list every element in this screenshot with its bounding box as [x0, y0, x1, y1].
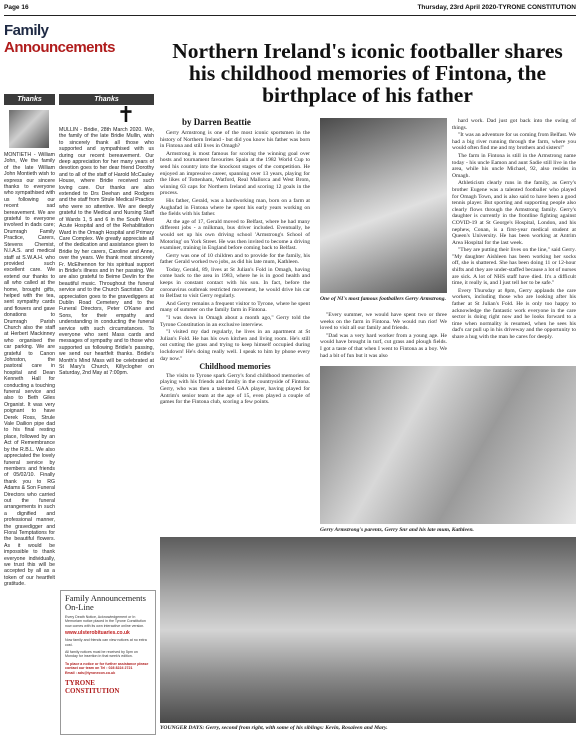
paragraph: Gerry Armstrong is one of the most iconic sportsmen in the history of Northern Ireland - but did you know his father was born in Fintona and still lives in Omagh? [160, 130, 310, 150]
promo-email[interactable]: Email : ads@tyronecon.co.uk [65, 670, 116, 675]
paragraph: And Gerry remains a frequent visitor to Tyrone, where he spent many of summer on the family farm in Fintona. [160, 300, 310, 314]
gerry-armstrong-photo [320, 118, 447, 293]
promo-title: Family Announcements On-Line [65, 593, 146, 612]
notice-montieth: MONTIETH - William John, We the family of the late William John Montieth wish to express our sincere thanks to everyone who sympathised with us following our recent sad bereavement. We are grateful to everyone involved in dads care; Drumragh Family Practice, Carers, Stevens Chemist, N.I.A.S. and medical staff at S.W.A.H. who provided such excellent care. We extend our thanks to all who called at the home, brought gifts, helped with the tea, sent sympathy cards and flowers and gave donations to Drumragh Parish Church also the staff at Herbert Mackinney who organised the car parking. We are grateful to Canon Johnston, the pastoral care in hospital and Dean Kenneth Hall for conducting a touching funeral service and also to Beth Giles Organist. It was very poignant to have Derek Ross, Strule Vale Dailion pipe dad to his final resting place, followed by an Act of Remembrance by the R.B.L. We also appreciated the lovely funeral service by members and friends of 05/02/10. Finally thank you to RG Adams & Son Funeral Directors who carried out the funeral arrangements in such a dignified and professional manner, the gravedigger and Floral Temptations for the beautiful flowers. As it would be impossible to thank everyone individually, we trust this will be accepted by all as a token of our heartfelt gratitude. [4, 152, 55, 588]
paragraph: Gerry was one of 10 children and to provide for the family, his father Gerald worked two jobs, as did his late mum, Kathleen. [160, 252, 310, 266]
paragraph: Every Thursday at 8pm, Gerry applauds the care workers, including those who are looking after his father at St Julian's Fold. He is only too happy to acknowledge the fantastic work everyone in the care sector is doing right now and he looks forward to a time when normality is resumed, when he sees his dad's car pull up in his driveway and the opportunity to share a hug with the man he cares for deeply. [452, 287, 576, 340]
page-header [4, 2, 576, 16]
paragraph: The visits to Tyrone spark Gerry's fond childhood memories of playing with his friends and family in the countryside of Fintona. Gerry, who was then a talented GAA player, having played for Antrim's senior team at the age of 15, even played a couple of games for the Fintona club, scoring a few points. [160, 372, 310, 406]
article-headline: Northern Ireland's iconic footballer shares his childhood memories of Fintona, the birthplace of his father [172, 39, 563, 107]
promo-text-2: Now family and friends can view notices at no extra cost. [65, 638, 147, 647]
article-byline: by Darren Beattie [182, 117, 251, 127]
cross-icon: ✝ [116, 102, 136, 127]
promo-text: Every Death Notice, Acknowledgement or In Memoriam notice placed in the Tyrone Constitution now comes with its own interactive online version. [65, 615, 146, 628]
paragraph: "I was down in Omagh about a month ago," Gerry told the Tyrone Constitution in an exclusive interview. [160, 315, 310, 328]
promo-brand-logo: TYRONE CONSTITUTION [65, 679, 120, 696]
paragraph: Armstrong is most famous for scoring the winning goal over hosts and tournament favourites Spain at the 1982 World Cup to send his country into the knockout stages of the competition. He enjoyed an impressive career, spanning over 13 years, playing for the likes of Tottenham, Watford, Real Mallorca and West Brom, winning 63 caps for Northern Ireland and scoring 12 goals in the process. [160, 150, 310, 197]
promo-text-3: All family notices must be received by 5pm on Monday for insertion in that week's edition. [65, 650, 138, 659]
paragraph: "They are putting their lives on the line," said Gerry. "My daughter Aishleen has been working her socks off, she is shattered. She has been doing 11 or 12-hour shifts and they are under-staffed because a lot of nurses are sick. A lot of NHS staff have died. It's a difficult time, it really is, and I just tell her to be safe." [452, 247, 576, 287]
paragraph: "Dad was a very hard worker from a young age. He would have brought in turf, cut grass and plough fields. I got a taste of that when I went to Fintona as a boy. We had a bit of fun but it was also [320, 332, 447, 359]
parents-photo [320, 366, 576, 524]
paragraph: His father, Gerald, was a hardworking man, born on a farm at Aughafad in Fintona where he spent his early years working on the fields with his father. [160, 197, 310, 218]
paragraph: "I visited my dad regularly, he lives in an apartment at St Julian's Fold. He has his own kitchen and living room. He's still out cutting the grass and trying to keep himself occupied during lockdown! He's doing really well. I speak to him by phone every day now." [160, 329, 310, 362]
section-title [4, 22, 149, 56]
siblings-photo [160, 537, 576, 723]
caption-photo-1: One of NI's most famous footballers Gerry Armstrong. [320, 296, 446, 302]
page-number: Page 16 [4, 4, 29, 11]
paragraph: Athleticism clearly runs in the family, as Gerry's brother Eugene was a talented footballer who played for Omagh Town, and is also said to have been a good tennis player. But sporting and supporting people also clearly flows through the Armstrong family. Gerry's daughter is currently in the frontline fighting against COVID-19 at St George's Hospital, London, and his nephew, Conan, is a first-year medical student at Queen's University. He has been working at Antrim Area Hospital for the last week. [452, 180, 576, 246]
thanks-banner-1: Thanks [4, 94, 55, 105]
paragraph: The farm in Fintona is still in the Armstrong name today - his uncle Eamon and aunt Sadie still live in the area, while his uncle Michael, 92, also resides in Omagh. [452, 152, 576, 179]
caption-photo-2: Gerry Armstrong's parents, Gerry Snr and his late mum, Kathleen. [320, 527, 474, 533]
caption-photo-3: YOUNGER DAYS: Gerry, second from right, with some of his siblings: Kevin, Rosaleen and Mary. [160, 725, 388, 731]
montieth-photo [9, 110, 49, 148]
promo-contact: To place a notice or for further assistance please contact our team on Tel : 028 8224 2721 [65, 661, 149, 671]
section-title-a: Family [4, 22, 49, 39]
family-announcements-online-box [60, 590, 156, 735]
paragraph: At the age of 17, Gerald moved to Belfast, where he had many different jobs - a milkman, bus driver included. Eventually, he would set up his own driving school 'Armstrong's School of Motoring' on York Street. He was then invited to become a driving examiner, training in England before coming back to Belfast. [160, 218, 310, 252]
date-line: Thursday, 23rd April 2020-TYRONE CONSTITUTION [417, 4, 576, 11]
article-column-1 [160, 130, 310, 527]
paragraph: hard work. Dad just got back into the swing of things. [452, 118, 576, 131]
paragraph: "It was an adventure for us coming from Belfast. We had a big river running through the farm, where you would often find me and my brothers and sisters!" [452, 132, 576, 152]
thanks-banner-2: Thanks [59, 94, 154, 105]
header-rule [4, 15, 576, 16]
promo-url[interactable]: www.ulsterobituaries.co.uk [65, 630, 130, 637]
paragraph: "Every summer, we would have spent two or three weeks on the farm in Fintona. We would run riot! We loved to visit all our family and friends. [320, 312, 447, 332]
article-column-3 [452, 118, 576, 363]
article-column-2 [320, 312, 447, 362]
section-title-b: Announcements [4, 39, 116, 56]
paragraph: Today, Gerald, 89, lives at St Julian's Fold in Omagh, having come back to the area in 1983, where he is in good health and keeps in constant contact with his son. In fact, before the coronavirus outbreak restricted movement, he would drive his car to Belfast to visit Gerry regularly. [160, 266, 310, 300]
notice-mullin: MULLIN - Bridie, 28th March 2020. We, the family of the late Bridie Mullin, wish to sincerely thank all those who supported and sympathised with us during our recent bereavement. Our deep appreciation for her many years of devotion goes to her dear friend Dorothy and to all of the staff of Harold McCauley House, where Bridie received such loving care. Our thanks are also extended to Drs Deehan and Rodgers and the staff from Strule Medical Practice who were so attentive. We are deeply grateful to the Medical and Nursing Staff of Wards 1, 5 and 6 in the South West Acute Hospital and of the Rehabilitation Ward in the Omagh Hospital and Primary Care Complex. We greatly appreciate all of the dedication and assistance given to Bridie by her carers, Caroline and Anne, over the years. We thank most sincerely Fr. McElhennon for his spiritual support in Bridie's illness and in her passing. We are also grateful to Beime Devlin for the beautiful music. Throughout the funeral service and to the Church Sacristan. Our appreciation goes to the gravediggers at Dublin Road Cemetery and to the Funeral Directors, Peter O'Kane and Sons, for their empathy and understanding in conducting the funeral service with such circumstances. To everyone who sent Mass cards and messages of sympathy and to those who supported us following Bridie's passing, we send our heartfelt thanks. Bridie's Month's Mind Mass will be celebrated at St Mary's Church, Killyclogher on Saturday, 2nd May at 7:00pm. [59, 127, 154, 377]
subheading-childhood-memories: Childhood memories [199, 362, 271, 372]
